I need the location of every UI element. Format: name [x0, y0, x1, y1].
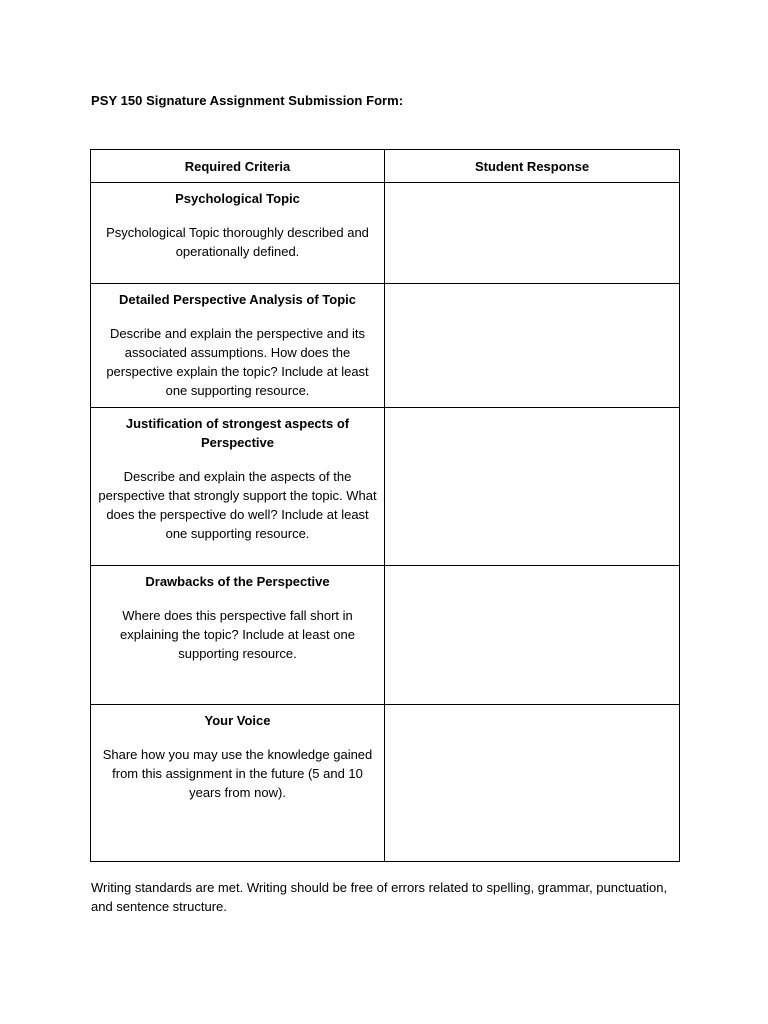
table-row	[91, 408, 680, 566]
criteria-description: Describe and explain the aspects of the perspective that strongly support the topic. What does the perspective do well? Include at least one supporting resource.	[98, 469, 377, 541]
criteria-title: Psychological Topic	[175, 191, 300, 206]
table-row	[91, 284, 680, 408]
student-response-cell[interactable]	[385, 183, 680, 284]
table-header-row	[91, 150, 680, 183]
criteria-cell	[91, 183, 385, 284]
student-response-cell[interactable]	[385, 705, 680, 862]
criteria-title: Your Voice	[204, 713, 271, 728]
writing-standards-note: Writing standards are met. Writing should be free of errors related to spelling, grammar, punctuation, and sentence structure.	[91, 880, 668, 914]
student-response-cell[interactable]	[385, 408, 680, 566]
criteria-description: Share how you may use the knowledge gained from this assignment in the future (5 and 10 years from now).	[102, 747, 373, 800]
criteria-title: Detailed Perspective Analysis of Topic	[119, 292, 356, 307]
criteria-cell	[91, 408, 385, 566]
page-title: PSY 150 Signature Assignment Submission Form:	[91, 93, 404, 108]
student-response-cell[interactable]	[385, 284, 680, 408]
table-row	[91, 566, 680, 705]
table-row	[91, 183, 680, 284]
criteria-description: Psychological Topic thoroughly described and operationally defined.	[106, 225, 369, 259]
criteria-title: Justification of strongest aspects of Perspective	[125, 416, 350, 450]
criteria-title: Drawbacks of the Perspective	[145, 574, 330, 589]
table-row	[91, 705, 680, 862]
submission-table	[90, 149, 680, 862]
criteria-description: Describe and explain the perspective and its associated assumptions. How does the perspective explain the topic? Include at least one supporting resource.	[106, 326, 369, 398]
criteria-cell	[91, 566, 385, 705]
response-column-header: Student Response	[385, 150, 680, 183]
criteria-column-header: Required Criteria	[91, 150, 385, 183]
criteria-cell	[91, 705, 385, 862]
criteria-description: Where does this perspective fall short in explaining the topic? Include at least one supporting resource.	[120, 608, 355, 661]
criteria-cell	[91, 284, 385, 408]
student-response-cell[interactable]	[385, 566, 680, 705]
